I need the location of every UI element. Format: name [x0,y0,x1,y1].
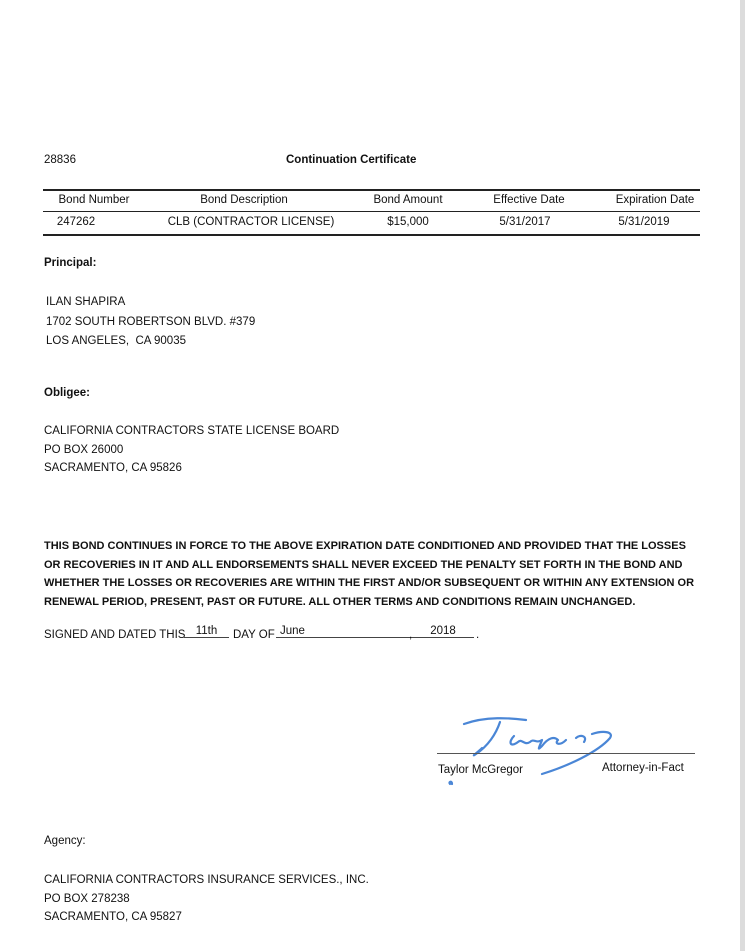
obligee-city: SACRAMENTO, CA 95826 [44,462,182,474]
table-top-rule [43,189,700,191]
expiration-date-cell: 5/31/2019 [618,216,670,228]
signed-year-field: 2018 [412,625,474,638]
col-bond-number-header: Bond Number [58,194,130,206]
document-title: Continuation Certificate [286,154,417,166]
col-bond-amount-header: Bond Amount [373,194,443,206]
col-bond-description-header: Bond Description [200,194,288,206]
principal-city: LOS ANGELES, CA 90035 [46,335,186,347]
table-bottom-rule [43,234,700,236]
obligee-name: CALIFORNIA CONTRACTORS STATE LICENSE BOARD [44,425,340,437]
bond-amount-cell: $15,000 [387,216,429,228]
agency-label: Agency: [44,835,86,847]
signature-scribble [438,712,648,792]
col-effective-date-header: Effective Date [493,194,565,206]
effective-date-cell: 5/31/2017 [499,216,551,228]
obligee-pobox: PO BOX 26000 [44,443,124,456]
day-of-label: DAY OF [233,629,275,641]
obligee-label: Obligee: [44,387,91,399]
principal-street: 1702 SOUTH ROBERTSON BLVD. #379 [46,315,256,328]
signature-line [437,753,695,754]
signed-day-field: 11th [184,625,229,638]
bond-description-cell: CLB (CONTRACTOR LICENSE) [167,216,335,228]
principal-label: Principal: [44,257,97,269]
signer-name: Taylor McGregor [438,764,523,776]
bond-number-cell: 247262 [56,216,96,228]
signed-month-field: June [276,625,412,638]
agency-city: SACRAMENTO, CA 95827 [44,911,182,923]
agency-address [44,871,369,927]
agency-pobox: PO BOX 278238 [44,892,130,905]
terms-paragraph: THIS BOND CONTINUES IN FORCE TO THE ABOVE EXPIRATION DATE CONDITIONED AND PROVIDED THAT THE LOSSES OR RECOVERIES IN IT AND ALL ENDORSEMENTS SHALL NEVER EXCEED THE PENALTY SET FORTH IN THE BOND AND WHETHER THE LOSSES OR RECOVERIES ARE WITHIN THE FIRST AND/OR SUBSEQUENT OR WITHIN ANY EXTENSION OR RENEWAL PERIOD, PRESENT, PAST OR FUTURE. ALL OTHER TERMS AND CONDITIONS REMAIN UNCHANGED. [44,540,695,608]
obligee-address [44,422,339,478]
signed-prefix: SIGNED AND DATED THIS [44,629,186,641]
table-header-rule [43,211,700,212]
principal-name: ILAN SHAPIRA [46,296,126,308]
principal-address [46,293,255,352]
document-number: 28836 [44,154,76,166]
period-mark: . [476,629,480,641]
agency-name: CALIFORNIA CONTRACTORS INSURANCE SERVICES., INC. [44,874,369,886]
comma-mark: , [409,629,413,641]
signer-role: Attorney-in-Fact [602,762,684,774]
col-expiration-date-header: Expiration Date [615,194,695,206]
page-edge [740,0,745,951]
